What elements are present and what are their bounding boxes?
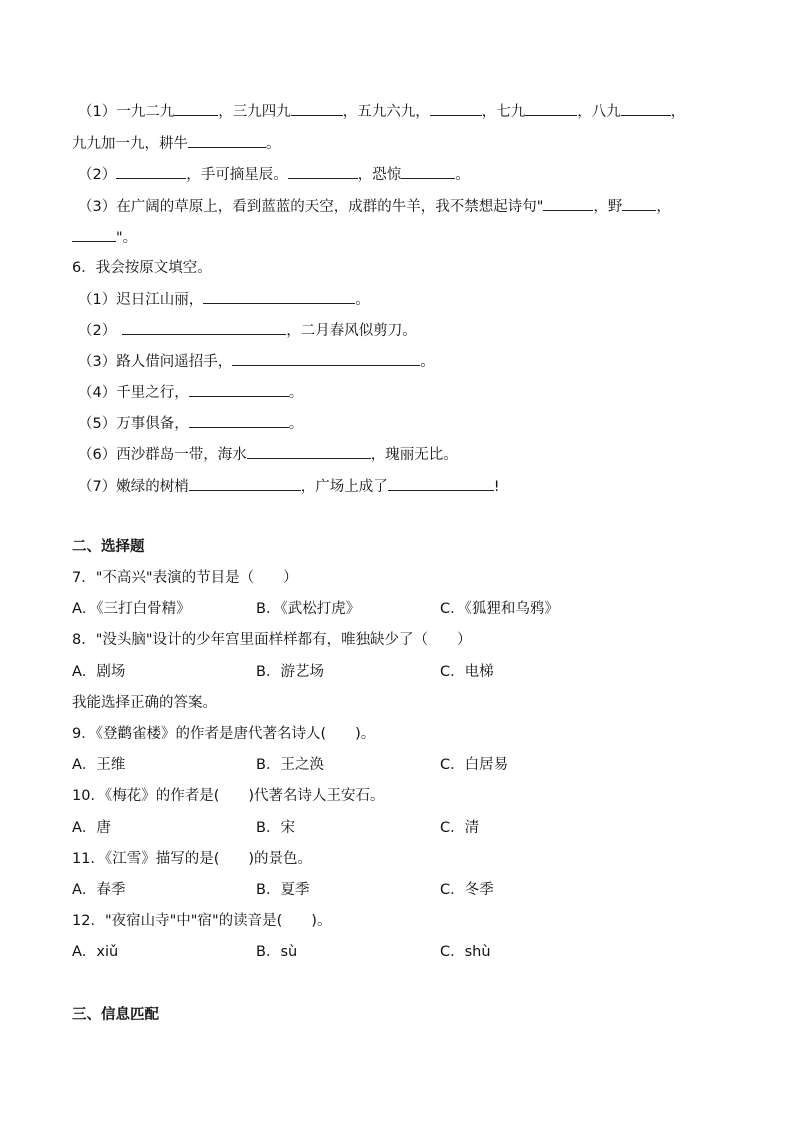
blank[interactable]	[72, 227, 116, 242]
q5-1-text: 一九二九	[116, 104, 175, 120]
q6-item-2	[78, 320, 417, 341]
q9-option-a[interactable]: A．王维	[72, 757, 126, 773]
q7-option-c[interactable]: C．《狐狸和乌鸦》	[440, 601, 559, 617]
q5-1-text: ，七九	[481, 104, 526, 120]
q6-text: ，二月春风似剪刀。	[286, 323, 417, 339]
q5-1-text: 九九加一九，耕牛	[72, 136, 188, 152]
q6-num: （2）	[78, 323, 117, 339]
q5-2-text: ，手可摘星辰。	[186, 167, 288, 183]
q10-option-c[interactable]: C．清	[440, 820, 480, 836]
q10-option-a[interactable]: A．唐	[72, 820, 111, 836]
q6-item-7	[78, 476, 500, 497]
q6-num: （4）	[78, 385, 117, 401]
q9-stem: 9．《登鹳雀楼》的作者是唐代著名诗人( )。	[72, 726, 376, 742]
q6-text: 。	[420, 354, 435, 370]
q10-option-b[interactable]: B．宋	[256, 820, 295, 836]
q5-3-line1	[78, 196, 671, 217]
q5-3-line2	[72, 227, 137, 248]
blank[interactable]	[621, 101, 671, 116]
blank[interactable]	[174, 101, 218, 116]
q6-item-5	[78, 413, 303, 434]
q5-2-text: ，恐惊	[357, 167, 402, 183]
q5-1-line1	[78, 101, 685, 122]
blank[interactable]	[401, 164, 455, 179]
q5-3-text: ，野	[593, 199, 623, 215]
q6-text: 千里之行，	[116, 385, 189, 401]
q5-2-text: 。	[455, 167, 470, 183]
q8-stem: 8．"没头脑"设计的少年宫里面样样都有，唯独缺少了（ ）	[72, 632, 472, 648]
q6-title: 6．我会按原文填空。	[72, 260, 212, 276]
q7-option-b[interactable]: B．《武松打虎》	[256, 601, 361, 617]
blank[interactable]	[189, 382, 289, 397]
q11-option-b[interactable]: B．夏季	[256, 882, 310, 898]
q7-stem: 7．"不高兴"表演的节目是（ ）	[72, 570, 298, 586]
q5-3-text: ，	[656, 199, 671, 215]
q11-option-a[interactable]: A．春季	[72, 882, 126, 898]
q5-3-text: "。	[116, 230, 138, 246]
q6-item-4	[78, 382, 303, 403]
q7-option-a[interactable]: A．《三打白骨精》	[72, 601, 191, 617]
q6-text: ，广场上成了	[300, 479, 388, 495]
q6-item-6	[78, 444, 458, 465]
q5-1-text: ，三九四九	[218, 104, 291, 120]
q6-num: （6）	[78, 447, 117, 463]
q6-text: 万事俱备，	[116, 416, 189, 432]
q5-1-line2	[72, 133, 281, 154]
q5-1-text: ，八九	[577, 104, 621, 120]
q6-text: 。	[355, 292, 370, 308]
blank[interactable]	[116, 164, 186, 179]
blank[interactable]	[189, 476, 301, 491]
blank[interactable]	[388, 476, 494, 491]
q5-3-text: 在广阔的草原上，看到蓝蓝的天空，成群的牛羊，我不禁想起诗句"	[116, 199, 544, 215]
q6-text: 。	[288, 385, 304, 401]
q6-item-1	[78, 289, 370, 310]
q11-option-c[interactable]: C．冬季	[440, 882, 494, 898]
q6-text: 迟日江山丽，	[116, 292, 204, 308]
q6-text: ，瑰丽无比。	[370, 447, 458, 463]
q5-1-num: （1）	[78, 104, 117, 120]
blank[interactable]	[189, 413, 289, 428]
blank[interactable]	[232, 351, 420, 366]
q12-option-c[interactable]: C．shù	[440, 944, 491, 960]
q10-stem: 10．《梅花》的作者是( )代著名诗人王安石。	[72, 788, 385, 804]
q9-option-c[interactable]: C．白居易	[440, 757, 509, 773]
q6-text: 。	[288, 416, 304, 432]
blank[interactable]	[622, 196, 656, 211]
q5-2	[78, 164, 470, 185]
q6-num: （7）	[78, 479, 117, 495]
q5-1-text: ，五九六九，	[342, 104, 430, 120]
q12-option-b[interactable]: B．sù	[256, 944, 298, 960]
q6-text: 路人借问遥招手，	[116, 354, 233, 370]
q8-option-a[interactable]: A．剧场	[72, 664, 126, 680]
q6-text: !	[493, 479, 500, 495]
q6-text: 西沙群岛一带，海水	[116, 447, 247, 463]
blank[interactable]	[430, 101, 482, 116]
blank[interactable]	[247, 444, 371, 459]
q8-option-c[interactable]: C．电梯	[440, 664, 494, 680]
q12-stem: 12．"夜宿山寺"中"宿"的读音是( )。	[72, 913, 332, 929]
q6-item-3	[78, 351, 435, 372]
blank[interactable]	[291, 101, 343, 116]
blank[interactable]	[122, 320, 286, 335]
q6-num: （3）	[78, 354, 117, 370]
section-3-title: 三、信息匹配	[72, 1007, 159, 1023]
blank[interactable]	[288, 164, 358, 179]
q6-num: （5）	[78, 416, 117, 432]
q5-1-text: 。	[266, 136, 281, 152]
blank[interactable]	[543, 196, 593, 211]
q6-num: （1）	[78, 292, 117, 308]
q9-option-b[interactable]: B．王之涣	[256, 757, 324, 773]
blank[interactable]	[525, 101, 577, 116]
blank[interactable]	[188, 133, 266, 148]
q12-option-a[interactable]: A．xiǔ	[72, 944, 119, 960]
q5-2-num: （2）	[78, 167, 117, 183]
choice-intro: 我能选择正确的答案。	[72, 695, 217, 711]
q6-text: 嫩绿的树梢	[116, 479, 189, 495]
q5-3-num: （3）	[78, 199, 117, 215]
q11-stem: 11．《江雪》描写的是( )的景色。	[72, 851, 313, 867]
blank[interactable]	[203, 289, 355, 304]
q5-1-text: ，	[670, 104, 686, 120]
q8-option-b[interactable]: B．游艺场	[256, 664, 324, 680]
section-2-title: 二、选择题	[72, 539, 145, 555]
